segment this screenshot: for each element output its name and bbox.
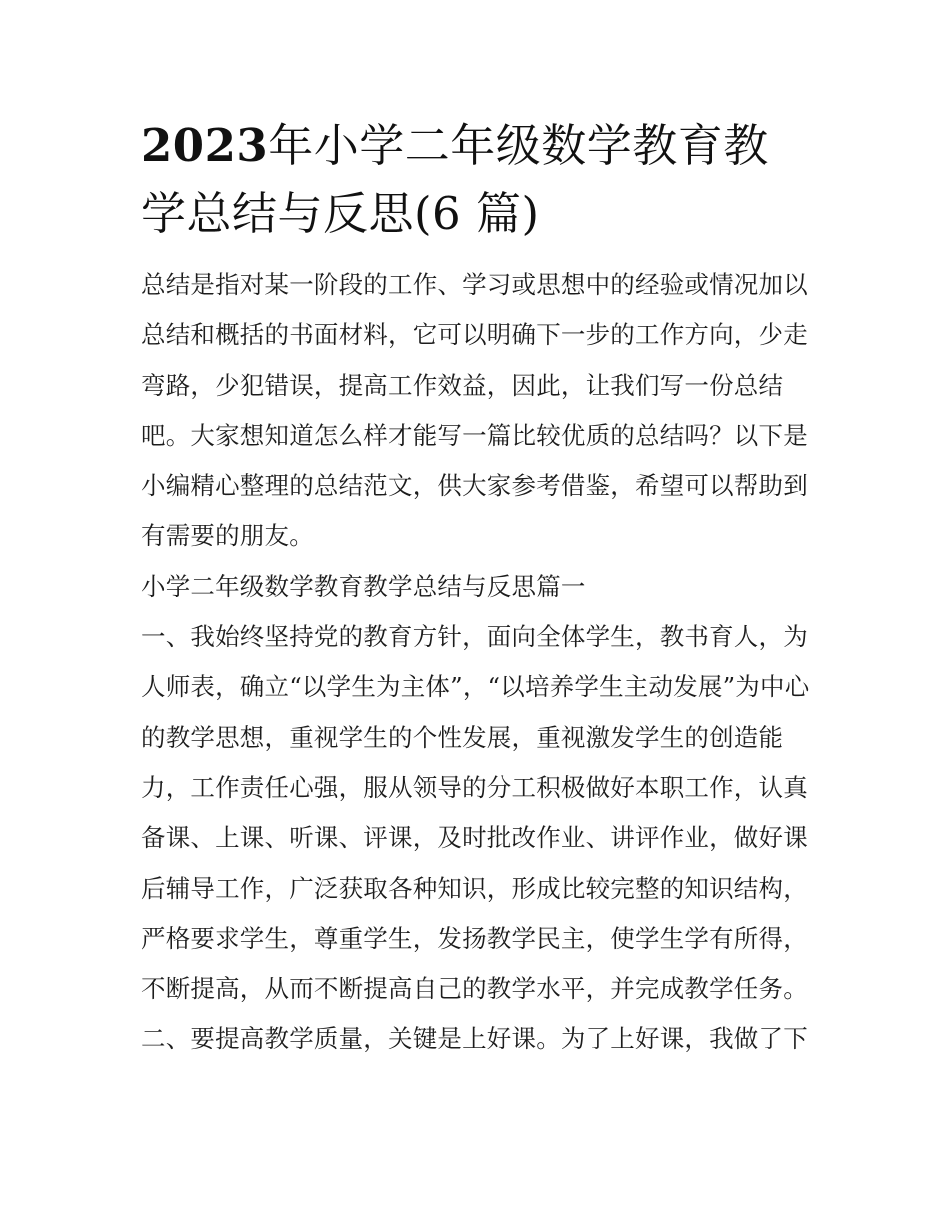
body-line: 二、要提高教学质量，关键是上好课。为了上好课，我做了下 (141, 1024, 808, 1054)
title-line-1 (141, 112, 813, 180)
title-text-1: 年小学二年级数学教育教 (268, 119, 769, 172)
body-line: 力，工作责任心强，服从领导的分工积极做好本职工作，认真 (141, 772, 808, 802)
intro-line: 吧。大家想知道怎么样才能写一篇比较优质的总结吗？以下是 (141, 420, 808, 450)
title-year: 2023 (141, 119, 269, 172)
body-line: 严格要求学生，尊重学生，发扬教学民主，使学生学有所得， (141, 923, 808, 953)
body-line: 备课、上课、听课、评课，及时批改作业、讲评作业，做好课 (141, 823, 808, 853)
intro-paragraph (141, 260, 813, 562)
body-paragraph (141, 612, 813, 1065)
body-line: 不断提高，从而不断提高自己的教学水平，并完成教学任务。 (141, 974, 808, 1004)
section-heading-text: 小学二年级数学教育教学总结与反思篇一 (141, 571, 586, 601)
document-title (141, 112, 813, 248)
intro-line: 有需要的朋友。 (141, 521, 314, 551)
intro-line: 弯路，少犯错误，提高工作效益，因此，让我们写一份总结 (141, 370, 784, 400)
intro-line: 总结和概括的书面材料，它可以明确下一步的工作方向，少走 (141, 320, 808, 350)
intro-line: 总结是指对某一阶段的工作、学习或思想中的经验或情况加以 (141, 270, 808, 299)
title-line-2: 学总结与反思(6 篇) (141, 187, 540, 240)
body-line: 的教学思想，重视学生的个性发展，重视激发学生的创造能 (141, 722, 784, 752)
intro-line: 小编精心整理的总结范文，供大家参考借鉴，希望可以帮助到 (141, 471, 808, 501)
document-content (141, 112, 813, 1065)
section-heading (141, 562, 813, 612)
body-line: 一、我始终坚持党的教育方针，面向全体学生，教书育人，为 (141, 622, 808, 652)
body-line: 后辅导工作，广泛获取各种知识，形成比较完整的知识结构， (141, 873, 808, 903)
body-line: 人师表，确立“以学生为主体”，“以培养学生主动发展”为中心 (141, 672, 810, 702)
